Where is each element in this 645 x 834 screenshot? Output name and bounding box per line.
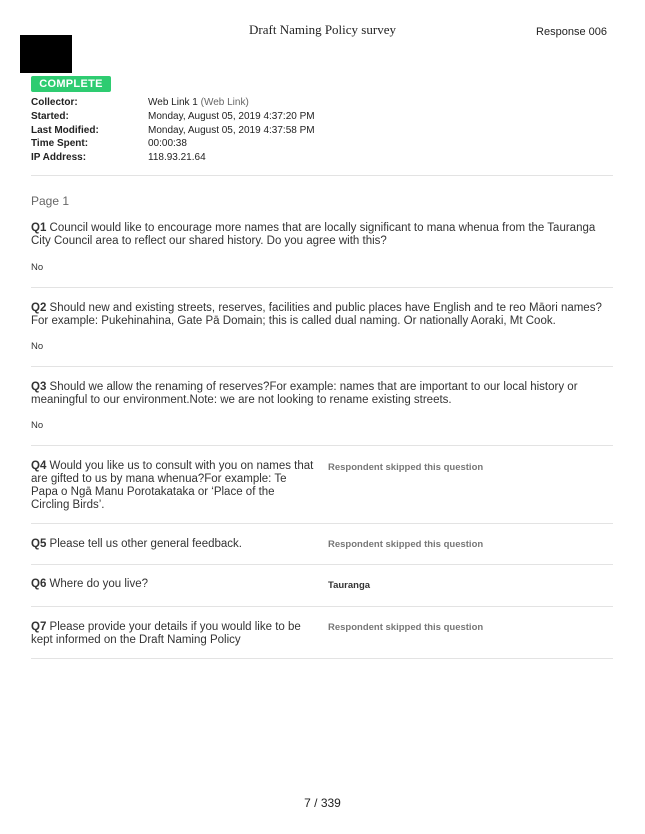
meta-label: Last Modified: <box>31 124 99 136</box>
divider <box>31 606 613 607</box>
meta-label: Time Spent: <box>31 138 89 150</box>
question-number: Q2 <box>31 302 47 314</box>
response-metadata <box>31 96 315 165</box>
logo-redacted <box>20 35 72 73</box>
divider <box>31 287 613 288</box>
divider <box>31 658 613 659</box>
question-text: Should new and existing streets, reserves, facilities and public places have English and te reo Māori names?For example: Pukehinahina, Gate Pā Domain; this is called dual naming. Or nationally Aoraki, Mt Cook. <box>31 302 602 327</box>
question-number: Q4 <box>31 460 47 472</box>
meta-row-collector <box>31 96 315 110</box>
question-5 <box>31 538 316 551</box>
meta-value: 00:00:38 <box>148 138 187 150</box>
meta-value: Monday, August 05, 2019 4:37:58 PM <box>148 124 315 136</box>
divider <box>31 523 613 524</box>
question-2 <box>31 302 613 328</box>
response-id: Response 006 <box>536 26 607 38</box>
answer-4: Respondent skipped this question <box>328 462 484 473</box>
question-text: Council would like to encourage more names that are locally significant to mana whenua from the Tauranga City Council area to reflect our shared history. Do you agree with this? <box>31 222 596 247</box>
meta-label: Started: <box>31 110 69 122</box>
page-label: Page 1 <box>31 194 70 208</box>
question-text: Where do you live? <box>49 578 148 590</box>
answer-1: No <box>31 262 44 273</box>
meta-value <box>148 96 249 110</box>
divider <box>31 175 613 176</box>
answer-2: No <box>31 341 44 352</box>
status-badge: COMPLETE <box>31 76 111 92</box>
question-number: Q1 <box>31 222 47 234</box>
meta-row-started <box>31 110 315 124</box>
divider <box>31 366 613 367</box>
question-number: Q3 <box>31 381 47 393</box>
meta-label: IP Address: <box>31 152 87 164</box>
meta-value: 118.93.21.64 <box>148 152 206 164</box>
meta-value: Monday, August 05, 2019 4:37:20 PM <box>148 110 315 122</box>
divider <box>31 564 613 565</box>
question-1 <box>31 222 613 248</box>
meta-row-last-modified <box>31 124 315 138</box>
question-text: Should we allow the renaming of reserves?For example: names that are important to our local history or meaningful to our environment.Note: we are not looking to rename existing streets. <box>31 381 578 406</box>
question-number: Q5 <box>31 538 47 550</box>
question-number: Q7 <box>31 621 47 633</box>
meta-row-ip-address <box>31 151 315 165</box>
question-text: Please provide your details if you would like to be kept informed on the Draft Naming Policy <box>31 621 301 646</box>
meta-label: Collector: <box>31 97 78 108</box>
question-7 <box>31 621 316 647</box>
answer-7: Respondent skipped this question <box>328 622 484 633</box>
collector-name: Web Link 1 <box>148 97 198 108</box>
page-number: 7 / 339 <box>304 796 341 810</box>
question-3 <box>31 381 613 407</box>
divider <box>31 445 613 446</box>
question-4 <box>31 460 316 512</box>
meta-row-time-spent <box>31 137 315 151</box>
survey-title: Draft Naming Policy survey <box>249 22 396 37</box>
question-text: Please tell us other general feedback. <box>49 538 242 550</box>
answer-5: Respondent skipped this question <box>328 539 484 550</box>
question-number: Q6 <box>31 578 47 590</box>
question-6 <box>31 578 316 591</box>
question-text: Would you like us to consult with you on names that are gifted to us by mana whenua?For example: Te Papa o Ngā Manu Porotakataka or ‘Place of the Circling Birds’. <box>31 460 314 511</box>
answer-3: No <box>31 420 44 431</box>
collector-type: (Web Link) <box>200 97 249 108</box>
answer-6: Tauranga <box>328 580 371 591</box>
